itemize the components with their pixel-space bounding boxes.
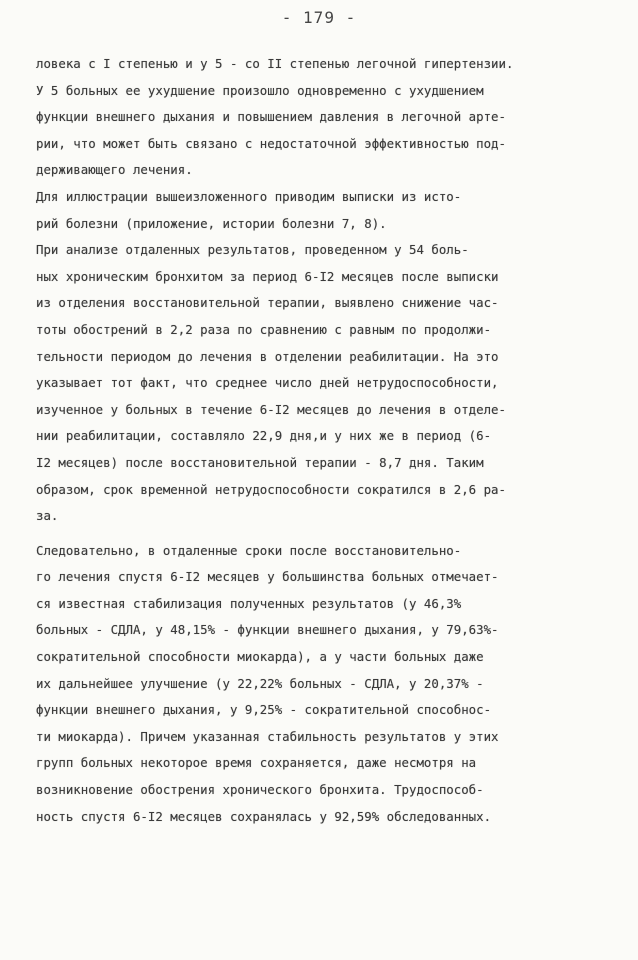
text-line: тельности периодом до лечения в отделении реабилитации. На это — [36, 348, 499, 364]
text-line: их дальнейшее улучшение (у 22,22% больных - СДЛА, у 20,37% - — [36, 675, 484, 691]
text-line: Следовательно, в отдаленные сроки после восстановительно- — [36, 542, 462, 558]
text-line: ловека с I степенью и у 5 - со II степенью легочной гипертензии. — [36, 56, 514, 71]
body-text — [36, 51, 606, 830]
paragraph-conclusion — [36, 538, 606, 831]
text-line: из отделения восстановительной терапии, выявлено снижение час- — [36, 295, 499, 311]
text-line: нии реабилитации, составляло 22,9 дня,и у них же в период (6- — [36, 428, 492, 444]
text-line: При анализе отдаленных результатов, проведенном у 54 боль- — [36, 242, 469, 258]
paragraph-hypertension — [36, 51, 606, 184]
text-line: функции внешнего дыхания и повышением давления в легочной арте- — [36, 109, 506, 125]
text-line: указывает тот факт, что среднее число дней нетрудоспособности, — [36, 375, 499, 391]
text-line: ных хроническим бронхитом за период 6-I2 месяцев после выписки — [36, 268, 499, 284]
text-line: образом, срок временной нетрудоспособности сократился в 2,6 ра- — [36, 481, 506, 497]
text-line: го лечения спустя 6-I2 месяцев у большинства больных отмечает- — [36, 569, 499, 585]
text-line: I2 месяцев) после восстановительной терапии - 8,7 дня. Таким — [36, 454, 484, 470]
text-line: больных - СДЛА, у 48,15% - функции внешнего дыхания, у 79,63%- — [36, 622, 499, 638]
text-line: возникновение обострения хронического бронхита. Трудоспособ- — [36, 782, 484, 798]
text-line: Для иллюстрации вышеизложенного приводим выписки из исто- — [36, 188, 462, 204]
paragraph-case-histories — [36, 184, 606, 237]
page-number: - 179 - — [281, 8, 357, 27]
text-line: рий болезни (приложение, истории болезни 7, 8). — [36, 215, 387, 231]
text-line: групп больных некоторое время сохраняется, даже несмотря на — [36, 755, 477, 771]
text-line: ти миокарда). Причем указанная стабильность результатов у этих — [36, 728, 499, 744]
text-line: изученное у больных в течение 6-I2 месяцев до лечения в отделе- — [36, 401, 506, 417]
text-line: держивающего лечения. — [36, 162, 193, 178]
text-line: ся известная стабилизация полученных результатов (у 46,3% — [36, 595, 462, 611]
text-line: тоты обострений в 2,2 раза по сравнению с равным по продолжи- — [36, 321, 492, 337]
text-line: рии, что может быть связано с недостаточной эффективностью под- — [36, 135, 506, 151]
text-line: функции внешнего дыхания, у 9,25% - сократительной способнос- — [36, 702, 492, 718]
text-line: сократительной способности миокарда), а у части больных даже — [36, 649, 484, 665]
text-line: У 5 больных ее ухудшение произошло одновременно с ухудшением — [36, 82, 484, 98]
text-line: за. — [36, 508, 59, 524]
paragraph-long-term-results — [36, 237, 606, 530]
text-line: ность спустя 6-I2 месяцев сохранялась у 92,59% обследованных. — [36, 808, 492, 824]
